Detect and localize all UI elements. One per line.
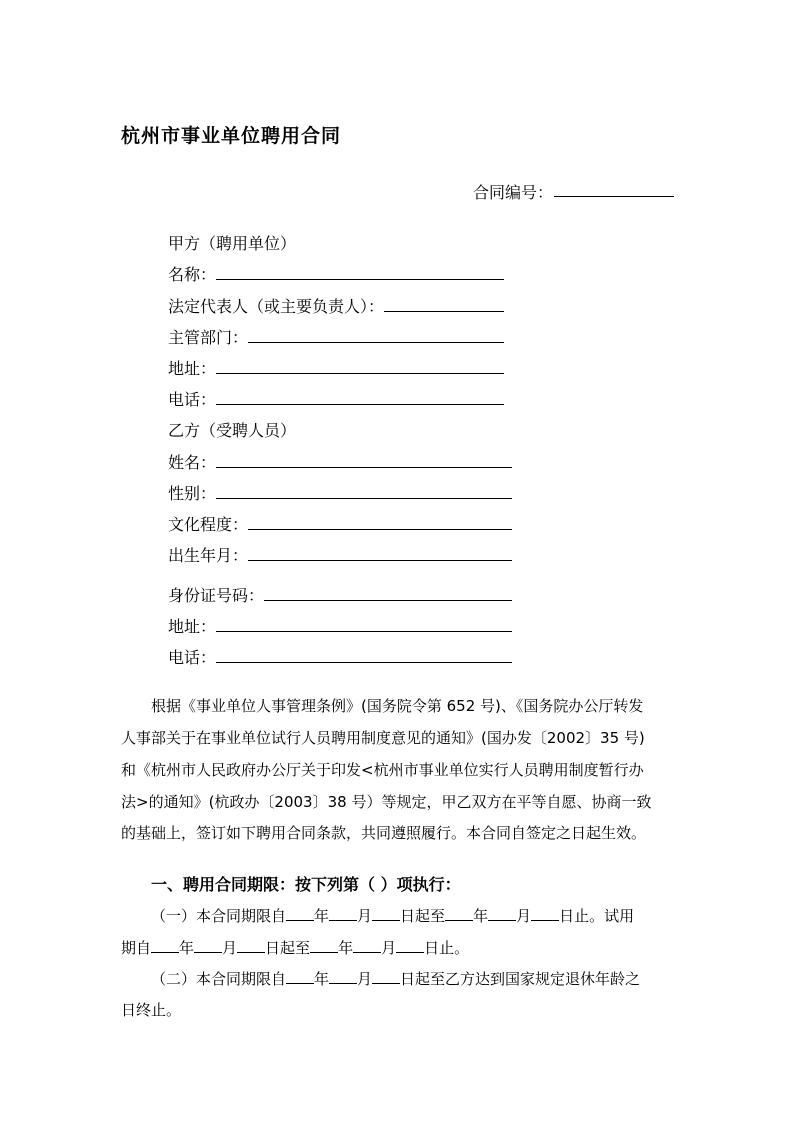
party-b-address-field[interactable] <box>216 631 512 632</box>
preamble-line-3: 和《杭州市人民政府办公厅关于印发<杭州市事业单位实行人员聘用制度暂行办 <box>121 761 644 779</box>
probation-end-day-blank[interactable] <box>396 938 424 953</box>
end-day-blank[interactable] <box>531 906 559 921</box>
start-day-blank[interactable] <box>372 906 400 921</box>
party-b-education-label: 文化程度： <box>168 515 249 534</box>
preamble-line-4: 法>的通知》(杭政办〔2003〕38 号）等规定，甲乙双方在平等自愿、协商一致 <box>121 793 652 811</box>
party-b-education-field[interactable] <box>248 529 512 530</box>
probation-end-year-blank[interactable] <box>310 938 338 953</box>
party-a-legal-rep-field[interactable] <box>384 311 504 312</box>
probation-start-month-blank[interactable] <box>194 938 222 953</box>
party-b-name-field[interactable] <box>216 467 512 468</box>
term-option-2-line-2: 日终止。 <box>121 1001 182 1019</box>
party-b-address-label: 地址： <box>168 617 217 636</box>
start-year-blank[interactable] <box>286 906 314 921</box>
party-b-heading: 乙方（受聘人员） <box>168 421 297 440</box>
party-a-phone-label: 电话： <box>168 390 217 409</box>
party-b-birth-label: 出生年月： <box>168 546 249 565</box>
party-a-name-label: 名称： <box>168 265 217 284</box>
party-b-name-label: 姓名： <box>168 453 217 472</box>
option2-start-month-blank[interactable] <box>329 969 357 984</box>
section-1-heading: 一、聘用合同期限：按下列第（ ）项执行： <box>151 875 461 894</box>
contract-number-label: 合同编号： <box>473 183 554 202</box>
contract-title: 杭州市事业单位聘用合同 <box>121 125 342 147</box>
party-b-id-field[interactable] <box>264 600 512 601</box>
party-a-address-field[interactable] <box>216 373 504 374</box>
party-b-gender-label: 性别： <box>168 484 217 503</box>
party-a-legal-rep-label: 法定代表人（或主要负责人）： <box>168 297 385 316</box>
probation-start-day-blank[interactable] <box>237 938 265 953</box>
end-year-blank[interactable] <box>445 906 473 921</box>
party-b-gender-field[interactable] <box>216 498 512 499</box>
preamble-line-1: 根据《事业单位人事管理条例》(国务院令第 652 号)、《国务院办公厅转发 <box>151 697 644 715</box>
party-a-phone-field[interactable] <box>216 404 504 405</box>
probation-start-year-blank[interactable] <box>151 938 179 953</box>
party-a-name-field[interactable] <box>216 279 504 280</box>
preamble-line-2: 人事部关于在事业单位试行人员聘用制度意见的通知》(国办发〔2002〕35 号) <box>121 729 645 747</box>
preamble-line-5: 的基础上，签订如下聘用合同条款，共同遵照履行。本合同自签定之日起生效。 <box>121 824 647 842</box>
party-b-birth-field[interactable] <box>248 560 512 561</box>
option2-start-day-blank[interactable] <box>372 969 400 984</box>
start-month-blank[interactable] <box>329 906 357 921</box>
party-a-dept-field[interactable] <box>248 342 504 343</box>
term-option-1-line-2: 期自 年 月 日起至 年 月 日止。 <box>121 939 470 957</box>
term-option-2-line-1: （二）本合同期限自 年 月 日起至乙方达到国家规定退休年龄之 <box>151 970 641 988</box>
party-a-address-label: 地址： <box>168 359 217 378</box>
contract-number-field[interactable] <box>554 196 674 197</box>
option2-start-year-blank[interactable] <box>286 969 314 984</box>
party-a-heading: 甲方（聘用单位） <box>168 234 297 253</box>
party-b-id-label: 身份证号码： <box>168 586 265 605</box>
end-month-blank[interactable] <box>488 906 516 921</box>
probation-end-month-blank[interactable] <box>353 938 381 953</box>
term-option-1-line-1: （一）本合同期限自 年 月 日起至 年 月 日止。试用 <box>151 907 635 925</box>
party-b-phone-label: 电话： <box>168 648 217 667</box>
party-b-phone-field[interactable] <box>216 662 512 663</box>
party-a-dept-label: 主管部门： <box>168 328 249 347</box>
